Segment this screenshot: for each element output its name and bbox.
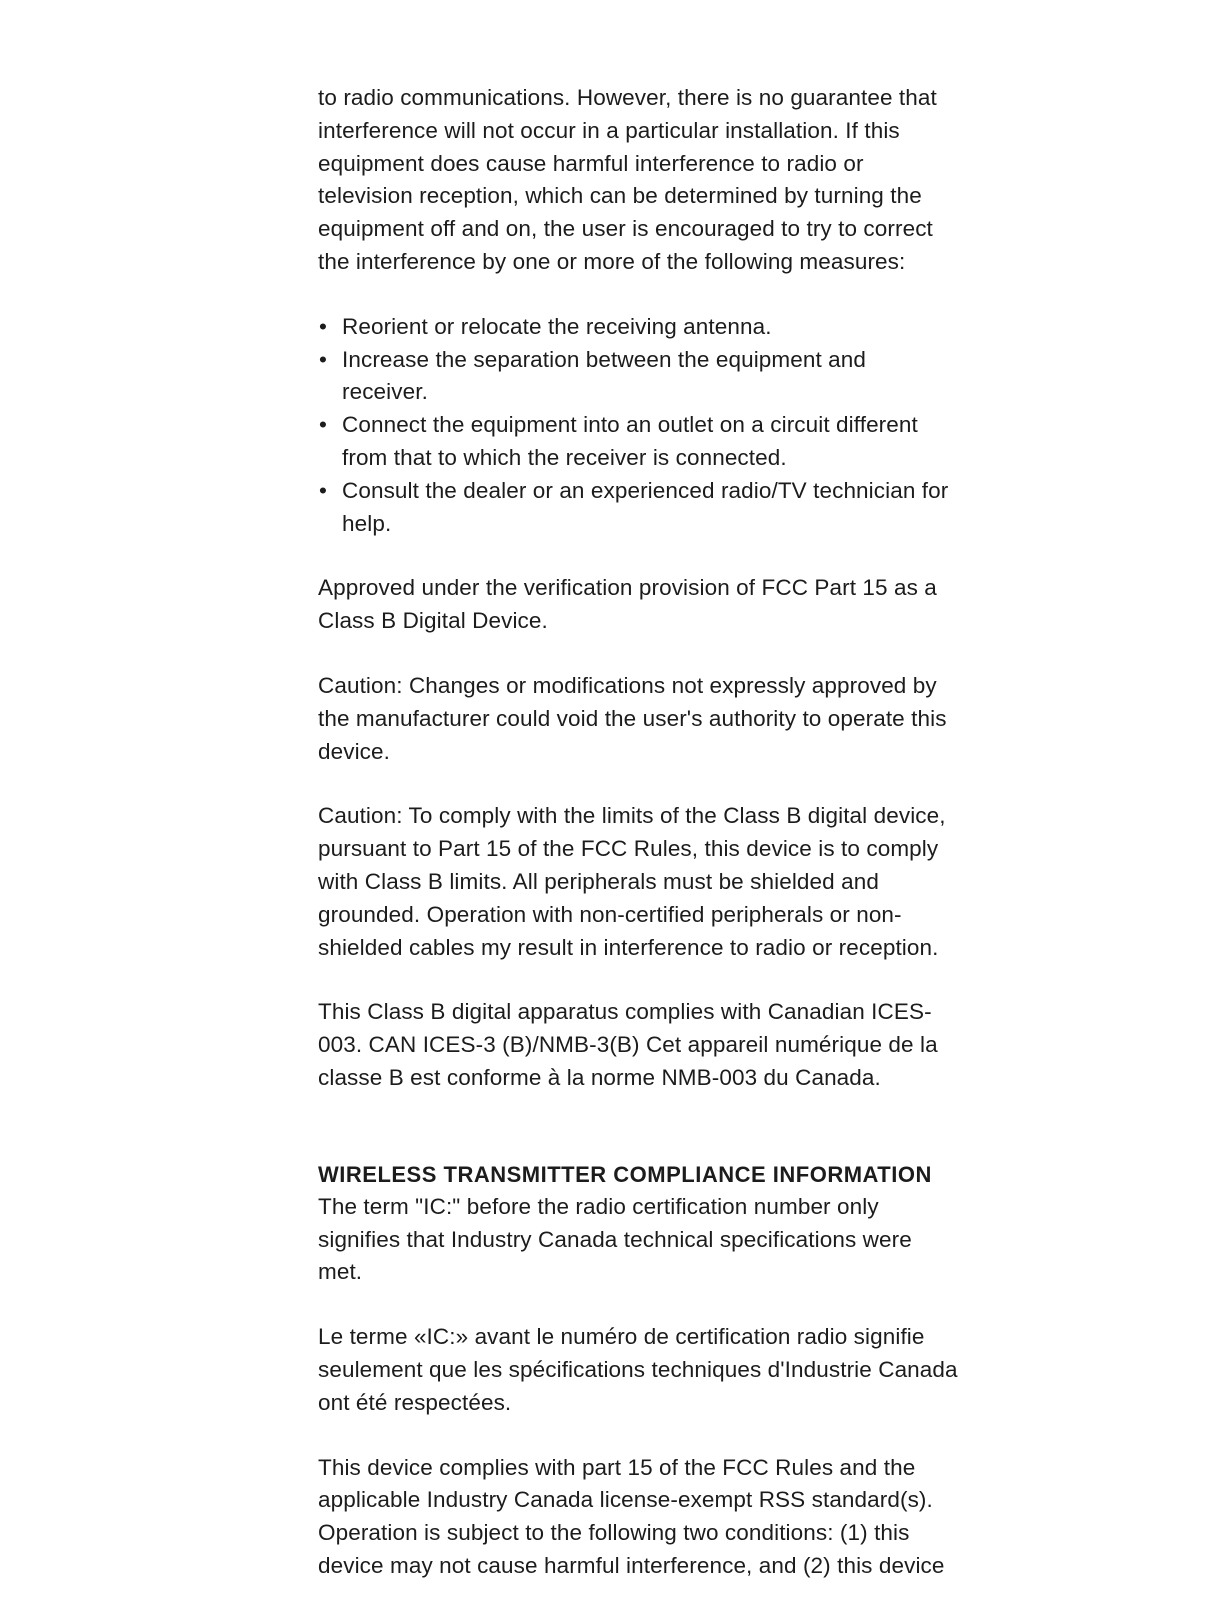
fcc-approval-paragraph: Approved under the verification provision of FCC Part 15 as a Class B Digital Device.: [318, 575, 937, 634]
canada-compliance-paragraph: This Class B digital apparatus complies with Canadian ICES-003. CAN ICES-3 (B)/NMB-3(B) Cet appareil numérique de la classe B est conforme à la norme NMB-003 du Canada.: [318, 999, 938, 1090]
list-item: • Connect the equipment into an outlet on a circuit different from that to which the receiver is connected.: [318, 409, 958, 475]
interference-measures-list: [318, 311, 958, 541]
part15-conditions-paragraph: This device complies with part 15 of the FCC Rules and the applicable Industry Canada license-exempt RSS standard(s). Operation is subject to the following two conditions: (1) this device may not cause harmful interference, and (2) this device: [318, 1454, 945, 1578]
wireless-section-heading: WIRELESS TRANSMITTER COMPLIANCE INFORMATION: [318, 1161, 932, 1187]
bullet-icon: •: [319, 412, 327, 438]
list-item: • Increase the separation between the equipment and receiver.: [318, 344, 958, 410]
intro-paragraph: to radio communications. However, there is no guarantee that interference will not occur in a particular installation. If this equipment does cause harmful interference to radio or television reception, which can be determined by turning the equipment off and on, the user is encouraged to try to correct the interference by one or more of the following measures:: [318, 85, 937, 274]
ic-french-paragraph: Le terme «IC:» avant le numéro de certification radio signifie seulement que les spécifications techniques d'Industrie Canada ont été respectées.: [318, 1324, 958, 1415]
ic-english-paragraph: The term "IC:" before the radio certification number only signifies that Industry Canada technical specifications were met.: [318, 1193, 912, 1285]
caution-class-b-paragraph: Caution: To comply with the limits of the Class B digital device, pursuant to Part 15 of the FCC Rules, this device is to comply with Class B limits. All peripherals must be shielded and grounded. Operation with non-certified peripherals or non-shielded cables my result in interference to radio or reception.: [318, 803, 946, 960]
list-item: • Consult the dealer or an experienced radio/TV technician for help.: [318, 475, 958, 541]
document-page: [318, 82, 958, 1615]
bullet-icon: •: [319, 313, 327, 339]
bullet-icon: •: [319, 477, 327, 503]
list-item: • Reorient or relocate the receiving antenna.: [318, 311, 958, 344]
bullet-icon: •: [319, 346, 327, 372]
caution-modifications-paragraph: Caution: Changes or modifications not expressly approved by the manufacturer could void the user's authority to operate this device.: [318, 672, 947, 764]
